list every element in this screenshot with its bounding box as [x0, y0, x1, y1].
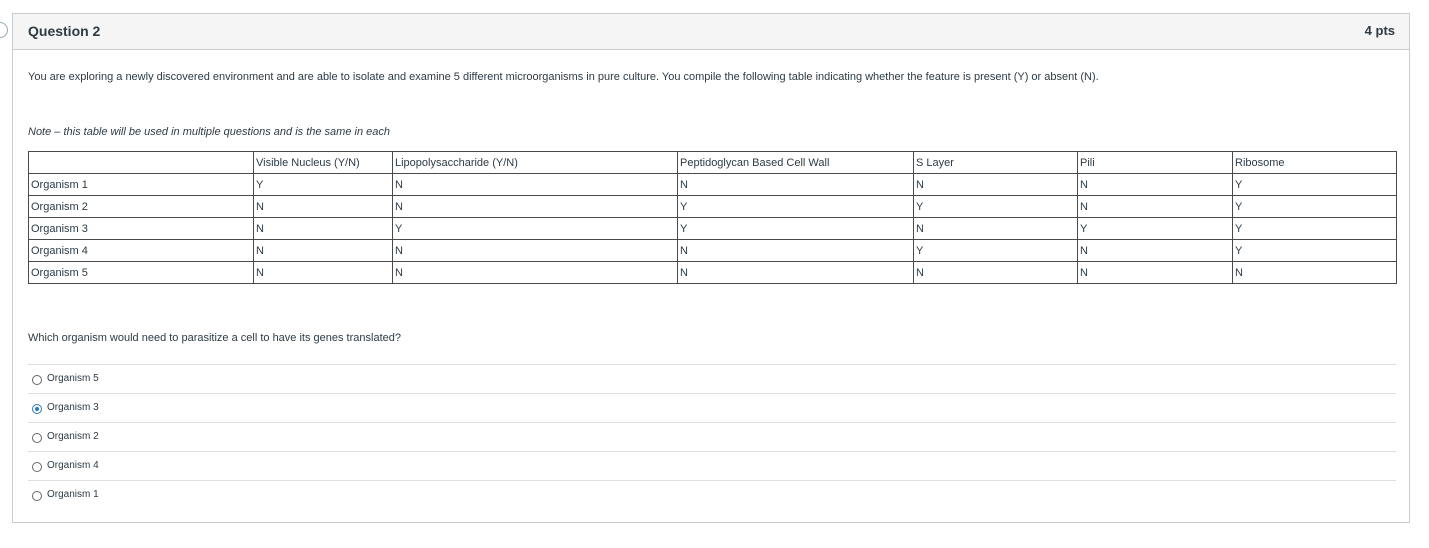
table-cell: N [1078, 196, 1233, 218]
radio-button[interactable] [32, 462, 42, 472]
table-header-cell: Visible Nucleus (Y/N) [254, 152, 393, 174]
answer-option[interactable] [28, 422, 1396, 451]
table-cell: N [1233, 262, 1397, 284]
question-title: Question 2 [28, 23, 101, 39]
table-cell: Y [914, 240, 1078, 262]
table-cell: N [254, 240, 393, 262]
feature-table [28, 151, 1397, 284]
table-header-cell: Lipopolysaccharide (Y/N) [393, 152, 678, 174]
answer-option[interactable] [28, 451, 1396, 480]
table-cell: Y [1078, 218, 1233, 240]
answer-label[interactable]: Organism 2 [47, 431, 99, 442]
answer-option[interactable] [28, 364, 1396, 393]
table-header-cell: Ribosome [1233, 152, 1397, 174]
table-cell: N [1078, 174, 1233, 196]
question-ask: Which organism would need to parasitize a cell to have its genes translated? [28, 332, 401, 344]
table-cell: N [678, 262, 914, 284]
radio-button[interactable] [32, 404, 42, 414]
table-cell: Y [254, 174, 393, 196]
question-card [12, 13, 1410, 523]
radio-button[interactable] [32, 375, 42, 385]
table-cell: Y [914, 196, 1078, 218]
table-cell: Organism 5 [29, 262, 254, 284]
answer-list [28, 364, 1396, 509]
table-row [29, 196, 1397, 218]
table-header-cell: Peptidoglycan Based Cell Wall [678, 152, 914, 174]
answer-label[interactable]: Organism 5 [47, 373, 99, 384]
radio-button[interactable] [32, 433, 42, 443]
table-header-cell: Pili [1078, 152, 1233, 174]
table-cell: N [393, 240, 678, 262]
table-header-cell [29, 152, 254, 174]
table-cell: N [1078, 262, 1233, 284]
table-cell: N [678, 240, 914, 262]
table-cell: Y [1233, 240, 1397, 262]
table-cell: N [914, 262, 1078, 284]
table-cell: N [678, 174, 914, 196]
answer-label[interactable]: Organism 3 [47, 402, 99, 413]
table-cell: Y [393, 218, 678, 240]
table-note: Note – this table will be used in multiple questions and is the same in each [28, 126, 390, 138]
table-cell: Organism 3 [29, 218, 254, 240]
answer-label[interactable]: Organism 4 [47, 460, 99, 471]
table-cell: N [914, 218, 1078, 240]
question-status-marker [0, 22, 8, 38]
table-cell: N [254, 218, 393, 240]
table-cell: N [254, 262, 393, 284]
table-cell: Y [1233, 174, 1397, 196]
table-cell: N [254, 196, 393, 218]
table-row [29, 174, 1397, 196]
table-cell: Y [678, 218, 914, 240]
table-cell: Y [1233, 218, 1397, 240]
table-cell: Y [678, 196, 914, 218]
table-row [29, 218, 1397, 240]
question-header [13, 14, 1409, 50]
answer-label[interactable]: Organism 1 [47, 489, 99, 500]
table-cell: Y [1233, 196, 1397, 218]
table-cell: Organism 4 [29, 240, 254, 262]
table-cell: N [393, 196, 678, 218]
question-points: 4 pts [1364, 23, 1395, 38]
table-header-row [29, 152, 1397, 174]
table-cell: N [914, 174, 1078, 196]
radio-button[interactable] [32, 491, 42, 501]
answer-option[interactable] [28, 480, 1396, 509]
table-cell: N [393, 174, 678, 196]
table-cell: Organism 2 [29, 196, 254, 218]
answer-option[interactable] [28, 393, 1396, 422]
table-cell: N [1078, 240, 1233, 262]
table-row [29, 240, 1397, 262]
table-header-cell: S Layer [914, 152, 1078, 174]
question-prompt: You are exploring a newly discovered environment and are able to isolate and examine 5 different microorganisms in pure culture. You compile the following table indicating whether the feature is present (Y) or absent (N). [28, 71, 1099, 83]
table-cell: Organism 1 [29, 174, 254, 196]
table-row [29, 262, 1397, 284]
table-cell: N [393, 262, 678, 284]
